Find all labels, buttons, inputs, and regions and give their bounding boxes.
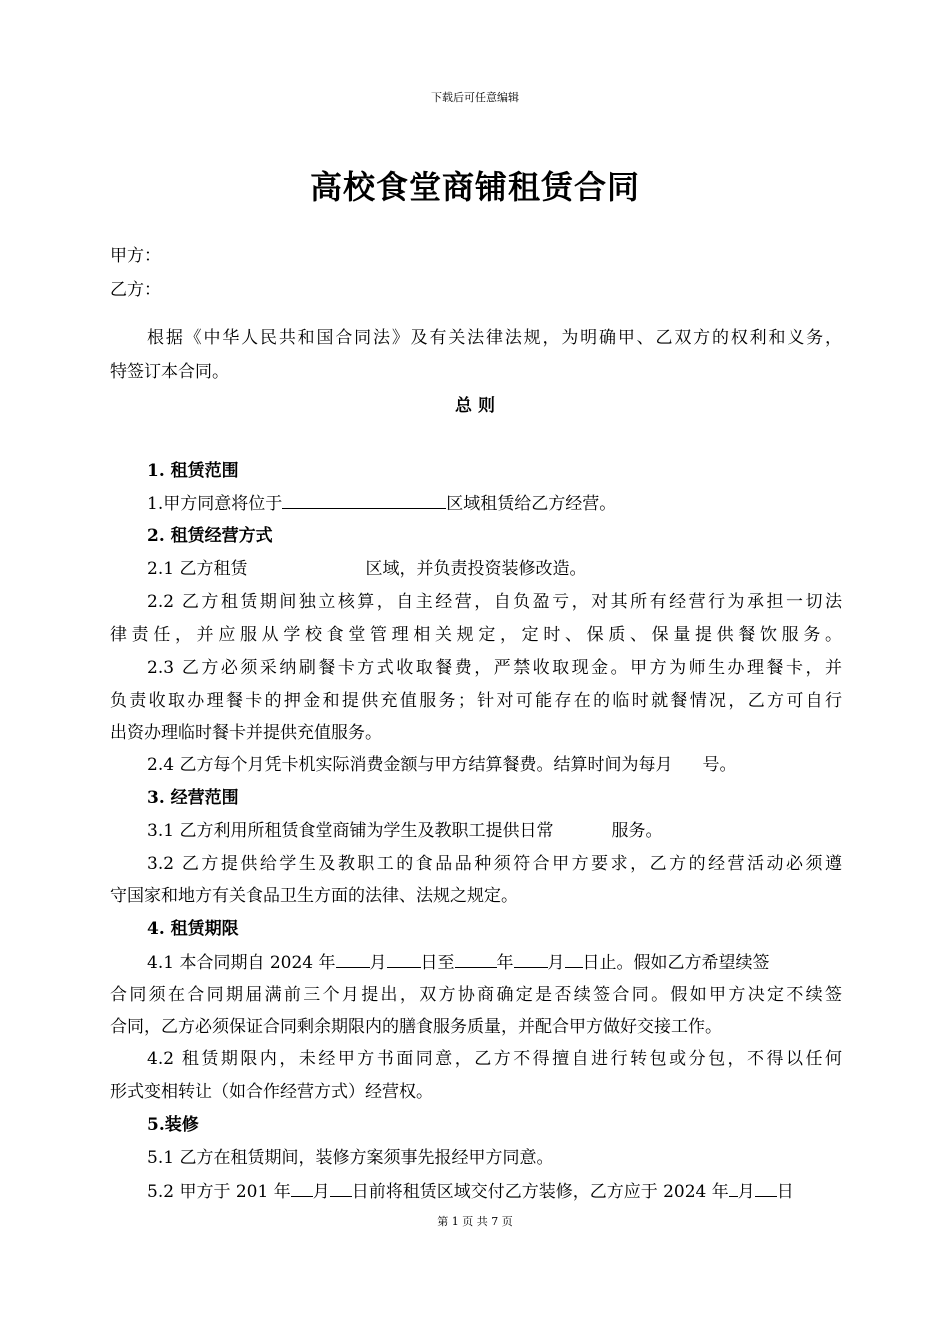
blank-start-day	[387, 949, 421, 968]
section-2-heading: 2. 租赁经营方式	[147, 526, 273, 546]
clause-4-1-text-a: 4.1 本合同期自 2024 年	[147, 953, 336, 973]
blank-finish-month	[729, 1178, 738, 1197]
blank-end-year	[455, 949, 497, 968]
clause-2-1-text-b: 区域，并负责投资装修改造。	[365, 559, 587, 579]
header-note: 下载后可任意编辑	[431, 91, 519, 104]
section-1-heading: 1. 租赁范围	[147, 461, 239, 481]
clause-3-2-line-2: 守国家和地方有关食品卫生方面的法律、法规之规定。	[110, 886, 518, 906]
preamble-line-1: 根据《中华人民共和国合同法》及有关法律法规，为明确甲、乙双方的权利和义务，	[147, 328, 842, 348]
clause-2-3-line-2: 负责收取办理餐卡的押金和提供充值服务；针对可能存在的临时就餐情况，乙方可自行	[110, 691, 842, 711]
general-heading: 总 则	[455, 396, 495, 416]
clause-5-2-text-e: 日	[776, 1182, 794, 1202]
clause-5-2	[147, 1178, 842, 1205]
party-b-label: 乙方：	[110, 280, 161, 300]
clause-2-4	[147, 752, 842, 778]
clause-1	[147, 490, 842, 517]
clause-5-2-text-a: 5.2 甲方于 201 年	[147, 1182, 291, 1202]
blank-end-day	[565, 949, 583, 968]
clause-2-3-line-3: 出资办理临时餐卡并提供充值服务。	[110, 723, 382, 743]
clause-4-1-text-c: 日至	[420, 953, 455, 973]
clause-4-1-text-b: 月	[369, 953, 387, 973]
clause-4-1-text-d: 年	[496, 953, 514, 973]
document-title: 高校食堂商铺租赁合同	[309, 168, 640, 206]
clause-4-1-text-e: 月	[547, 953, 565, 973]
section-4-heading: 4. 租赁期限	[147, 919, 239, 939]
clause-1-text-b: 区域租赁给乙方经营。	[446, 494, 617, 514]
clause-3-2-line-1: 3.2 乙方提供给学生及教职工的食品品种须符合甲方要求，乙方的经营活动必须遵	[147, 854, 842, 874]
clause-4-2-line-1: 4.2 租赁期限内，未经甲方书面同意，乙方不得擅自进行转包或分包，不得以任何	[147, 1049, 842, 1069]
blank-location	[282, 490, 446, 509]
page-footer: 第 1 页 共 7 页	[437, 1215, 513, 1228]
preamble-line-2: 特签订本合同。	[110, 362, 229, 382]
section-5-heading: 5.装修	[147, 1115, 199, 1135]
clause-5-2-text-b: 月	[312, 1182, 330, 1202]
clause-2-4-text-a: 2.4 乙方每个月凭卡机实际消费金额与甲方结算餐费。结算时间为每月	[147, 755, 673, 775]
blank-delivery-day	[330, 1178, 352, 1197]
clause-4-1-line-2: 合同须在合同期届满前三个月提出，双方协商确定是否续签合同。假如甲方决定不续签	[110, 985, 842, 1005]
clause-5-2-text-c: 日前将租赁区域交付乙方装修，乙方应于 2024 年	[351, 1182, 729, 1202]
clause-2-2-line-1: 2.2 乙方租赁期间独立核算，自主经营，自负盈亏，对其所有经营行为承担一切法	[147, 592, 842, 612]
clause-2-1	[147, 556, 842, 582]
clause-2-4-text-b: 号。	[702, 755, 737, 775]
clause-3-1-text-b: 服务。	[611, 821, 663, 841]
clause-4-1-line-3: 合同，乙方必须保证合同剩余期限内的膳食服务质量，并配合甲方做好交接工作。	[110, 1017, 722, 1037]
clause-4-2-line-2: 形式变相转让（如合作经营方式）经营权。	[110, 1082, 433, 1102]
clause-3-1	[147, 818, 842, 844]
clause-4-1-text-f: 日止。假如乙方希望续签	[582, 953, 770, 973]
clause-5-2-text-d: 月	[737, 1182, 755, 1202]
clause-4-1-line-1	[147, 949, 842, 976]
blank-start-month	[336, 949, 370, 968]
clause-3-1-text-a: 3.1 乙方利用所租赁食堂商铺为学生及教职工提供日常	[147, 821, 554, 841]
party-a-label: 甲方：	[110, 246, 161, 266]
clause-2-2-line-2: 律责任，并应服从学校食堂管理相关规定，定时、保质、保量提供餐饮服务。	[110, 625, 842, 645]
blank-end-month	[514, 949, 548, 968]
clause-2-3-line-1: 2.3 乙方必须采纳刷餐卡方式收取餐费，严禁收取现金。甲方为师生办理餐卡，并	[147, 658, 842, 678]
clause-5-1: 5.1 乙方在租赁期间，装修方案须事先报经甲方同意。	[147, 1148, 554, 1168]
section-3-heading: 3. 经营范围	[147, 788, 239, 808]
clause-2-1-text-a: 2.1 乙方租赁	[147, 559, 248, 579]
blank-finish-day	[755, 1178, 777, 1197]
blank-delivery-month	[291, 1178, 313, 1197]
clause-1-text-a: 1.甲方同意将位于	[147, 494, 283, 514]
